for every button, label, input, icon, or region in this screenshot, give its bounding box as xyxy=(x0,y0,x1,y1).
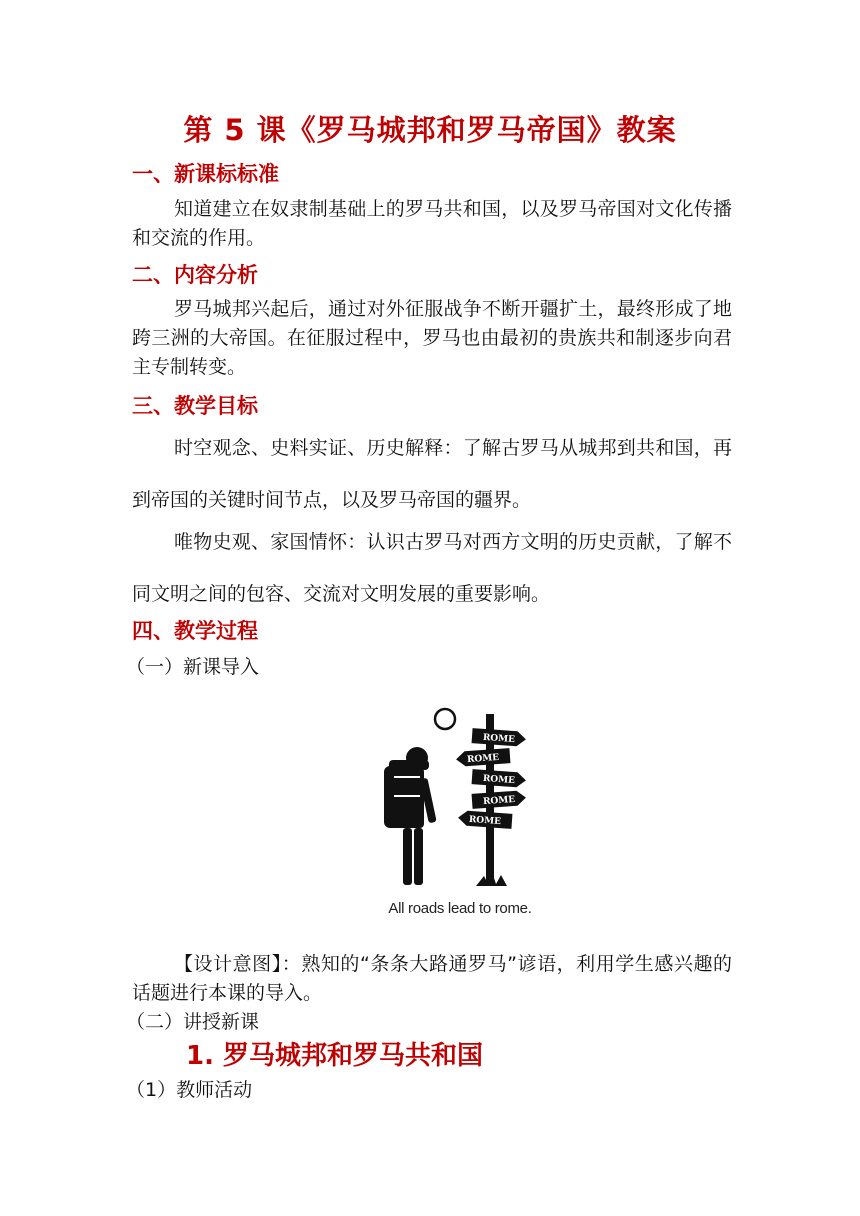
signpost-icon xyxy=(456,714,527,886)
design-intent-paragraph: 【设计意图】：熟知的“条条大路通罗马”谚语，利用学生感兴趣的话题进行本课的导入。 xyxy=(132,953,732,1004)
subsection-new-lesson: （二）讲授新课 xyxy=(126,1011,260,1033)
standards-paragraph: 知道建立在奴隶制基础上的罗马共和国，以及罗马帝国对文化传播和交流的作用。 xyxy=(132,198,732,249)
hiker-icon xyxy=(384,747,437,885)
illustration-caption: All roads lead to rome. xyxy=(388,900,532,917)
sign-label: ROME xyxy=(482,794,516,808)
teaching-goal-2: 唯物史观、家国情怀：认识古罗马对西方文明的历史贡献，了解不同文明之间的包容、交流对文明发展的重要影响。 xyxy=(132,531,732,605)
topic-heading-roman-republic: 1. 罗马城邦和罗马共和国 xyxy=(186,1041,484,1071)
subsection-intro: （一）新课导入 xyxy=(126,656,260,678)
section-heading-teaching-goals: 三、教学目标 xyxy=(132,394,258,418)
rome-signpost-illustration xyxy=(372,700,552,930)
sign-label: ROME xyxy=(482,732,516,746)
content-analysis-paragraph: 罗马城邦兴起后，通过对外征服战争不断开疆扩土，最终形成了地跨三洲的大帝国。在征服过程中，罗马也由最初的贵族共和制逐步向君主专制转变。 xyxy=(132,298,732,378)
sign-label: ROME xyxy=(468,814,502,828)
sign-label: ROME xyxy=(482,773,516,787)
section-heading-content-analysis: 二、内容分析 xyxy=(132,263,258,287)
sign-label: ROME xyxy=(466,752,500,766)
teaching-goal-1: 时空观念、史料实证、历史解释：了解古罗马从城邦到共和国，再到帝国的关键时间节点，以及罗马帝国的疆界。 xyxy=(132,437,732,511)
section-heading-standards: 一、新课标标准 xyxy=(132,162,279,186)
teacher-activity-label: （1）教师活动 xyxy=(126,1079,253,1101)
document-title: 第 5 课《罗马城邦和罗马帝国》教案 xyxy=(183,113,677,147)
sun-icon xyxy=(435,709,455,729)
section-heading-teaching-process: 四、教学过程 xyxy=(132,619,258,643)
